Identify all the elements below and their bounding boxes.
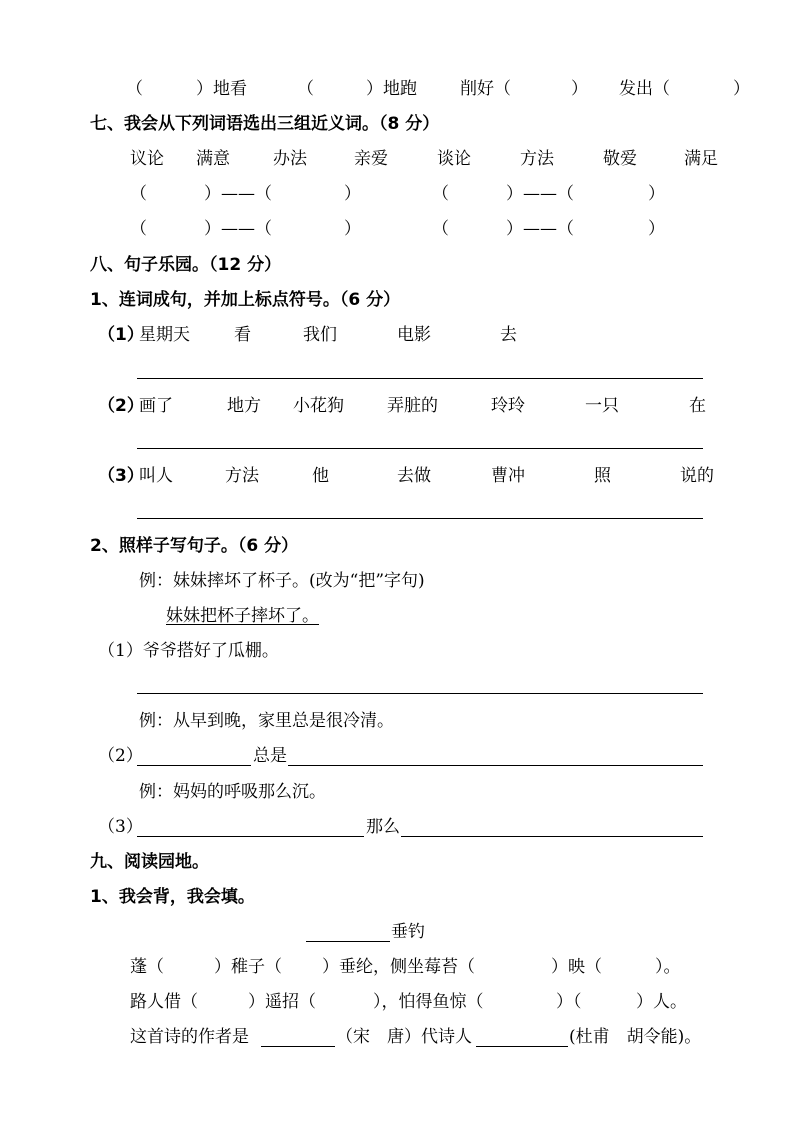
answer-line[interactable] <box>137 693 703 694</box>
poem-text: （宋 唐）代诗人 <box>336 1027 472 1047</box>
word: 小花狗 <box>293 396 344 416</box>
poem-text: 路人借（ <box>130 992 198 1012</box>
word: 说的 <box>680 466 714 486</box>
word: 议论 <box>130 149 164 169</box>
fill-text: 削好（ <box>460 79 511 99</box>
answer-line[interactable] <box>137 378 703 379</box>
pair-dash: ）——（ <box>204 219 272 239</box>
word: 满足 <box>684 149 718 169</box>
poem-text: ）（ <box>556 992 582 1012</box>
item-number: （2） <box>98 396 144 416</box>
blank-line[interactable] <box>476 1046 568 1047</box>
word: 去做 <box>397 466 431 486</box>
poem-title: 垂钓 <box>391 922 425 942</box>
poem-text: ）稚子（ <box>214 957 282 977</box>
blank-line[interactable] <box>261 1046 335 1047</box>
keyword: 那么 <box>366 817 400 837</box>
paren-open: （ <box>297 79 314 99</box>
paren-close: ） <box>733 79 750 99</box>
blank-line[interactable] <box>401 836 703 837</box>
paren-open: （ <box>432 184 449 204</box>
word: 方法 <box>520 149 554 169</box>
pair-dash: ）——（ <box>506 219 574 239</box>
poem-text: ）映（ <box>551 957 602 977</box>
section-9-title: 九、阅读园地。 <box>90 852 209 872</box>
item-number: （3） <box>98 466 144 486</box>
word: 办法 <box>273 149 307 169</box>
word: 敬爱 <box>603 149 637 169</box>
poem-text: ）遥招（ <box>248 992 316 1012</box>
fill-text: ）地跑 <box>366 79 417 99</box>
poem-text: ）。 <box>655 957 681 977</box>
fill-text: ）地看 <box>196 79 247 99</box>
poem-text: (杜甫 胡令能)。 <box>569 1027 702 1047</box>
blank-line[interactable] <box>306 941 390 942</box>
paren-open: （ <box>130 219 147 239</box>
poem-text: 这首诗的作者是 <box>130 1027 249 1047</box>
section-7-title: 七、我会从下列词语选出三组近义词。（8 分） <box>90 114 440 134</box>
word: 谈论 <box>437 149 471 169</box>
item-number: （2） <box>98 746 143 766</box>
word: 地方 <box>227 396 261 416</box>
example-2: 例：从早到晚，家里总是很冷清。 <box>139 711 394 731</box>
item-number: （3） <box>98 817 143 837</box>
word: 电影 <box>397 325 431 345</box>
paren-open: （ <box>126 79 143 99</box>
section-8-title: 八、句子乐园。（12 分） <box>90 255 282 275</box>
blank-line[interactable] <box>288 765 703 766</box>
word: 一只 <box>585 396 619 416</box>
pair-dash: ）——（ <box>506 184 574 204</box>
example-1: 例：妹妹摔坏了杯子。(改为“把”字句) <box>139 571 425 591</box>
pair-dash: ）——（ <box>204 184 272 204</box>
fill-text: 发出（ <box>619 79 670 99</box>
paren-close: ） <box>344 219 361 239</box>
question-2-title: 2、照样子写句子。（6 分） <box>90 536 299 556</box>
poem-text: 蓬（ <box>130 957 164 977</box>
word: 方法 <box>225 466 259 486</box>
poem-text: ）垂纶，侧坐莓苔（ <box>322 957 475 977</box>
answer-line[interactable] <box>137 448 703 449</box>
word: 照 <box>594 466 611 486</box>
word: 曹冲 <box>491 466 525 486</box>
word: 玲玲 <box>491 396 525 416</box>
prompt-1: （1）爷爷搭好了瓜棚。 <box>98 641 279 661</box>
example-3: 例：妈妈的呼吸那么沉。 <box>139 782 326 802</box>
word: 满意 <box>196 149 230 169</box>
blank-line[interactable] <box>137 836 364 837</box>
word: 去 <box>500 325 517 345</box>
word: 看 <box>234 325 251 345</box>
word: 亲爱 <box>354 149 388 169</box>
question-1-title: 1、连词成句，并加上标点符号。（6 分） <box>90 290 401 310</box>
keyword: 总是 <box>253 746 287 766</box>
poem-text: ），怕得鱼惊（ <box>373 992 484 1012</box>
word: 我们 <box>303 325 337 345</box>
item-number: （1） <box>98 325 144 345</box>
paren-close: ） <box>344 184 361 204</box>
poem-text: ）人。 <box>636 992 687 1012</box>
paren-close: ） <box>648 184 665 204</box>
word: 星期天 <box>139 325 190 345</box>
word: 在 <box>689 396 706 416</box>
example-1-answer: 妹妹把杯子摔坏了。 <box>166 606 319 626</box>
answer-line[interactable] <box>137 518 703 519</box>
word: 他 <box>312 466 329 486</box>
word: 画了 <box>139 396 173 416</box>
paren-close: ） <box>648 219 665 239</box>
question-1-title: 1、我会背，我会填。 <box>90 887 255 907</box>
paren-open: （ <box>130 184 147 204</box>
paren-open: （ <box>432 219 449 239</box>
word: 叫人 <box>139 466 173 486</box>
blank-line[interactable] <box>137 765 251 766</box>
word: 弄脏的 <box>387 396 438 416</box>
paren-close: ） <box>571 79 588 99</box>
